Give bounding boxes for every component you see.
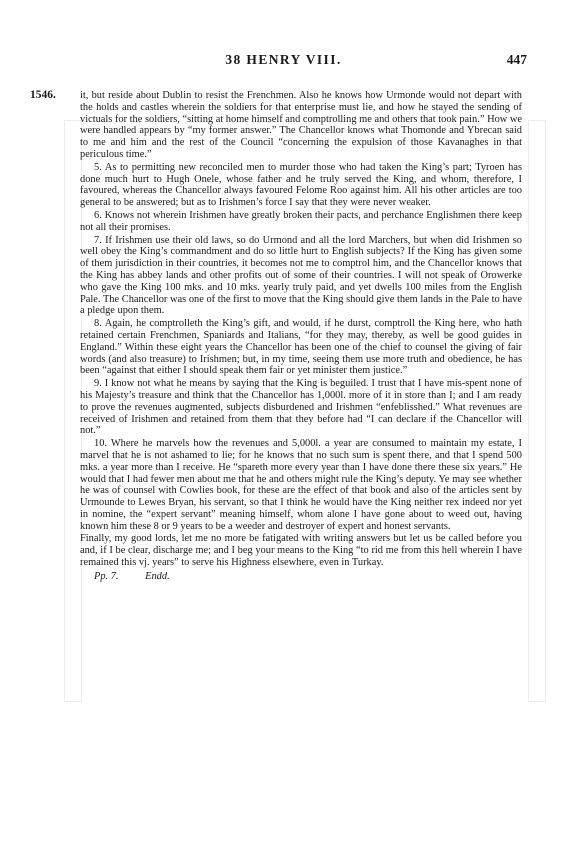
margin-year: 1546. — [30, 89, 56, 101]
paragraph: 8. Again, he comptrolleth the King’s gift, and would, if he durst, comptroll the King here, who hath retained certain Frenchmen, Spaniards and Italians, “for they may, thereby, as well be good guides in England.” Within these eight years the Chancellor has been one of the chief to counsel the giving of fair words (and also treasure) to Irishmen; but, in my time, seeing them use more truth and obedience, he has been “against that either I should speak them fair or yet minister them justice.” — [80, 318, 522, 377]
document-body — [80, 90, 522, 583]
paragraph: 10. Where he marvels how the revenues and 5,000l. a year are consumed to maintain my estate, I marvel that he is not ashamed to lie; for he knows that no such sum is spent there, and that I spend 500 mks. a year more than I receive. He “spareth more every year than I have done there these six years.” He would that I had fewer men about me that he and others might rule the King’s deputy. Ye may see whether he was of counsel with Cowlies book, for these are the effect of that book and also of the articles sent by Urmounde to Lewes Bryan, his servant, so that I think he would have the King neither rex indeed nor yet in nomine, the “expert servant” meaning himself, whom alone I have gone about to weed out, having known him these 8 or 9 years to be a weeder and destroyer of expert and honest servants. — [80, 438, 522, 532]
paragraph: it, but reside about Dublin to resist the Frenchmen. Also he knows how Urmonde would not depart with the holds and castles wherein the soldiers for that enterprise must lie, and how he stayed the sending of victuals for the soldiers, “sitting at home himself and comptrolling me and others that took pain.” How we were handled appears by “my former answer.” The Chancellor knows what Thomonde and Ybrecan said to me and him and the rest of the Council “concerning the expulsion of those Kavanaghes in that periculous time.” — [80, 90, 522, 160]
paragraph: Finally, my good lords, let me no more be fatigated with writing answers but let us be called before you and, if I be clear, discharge me; and I beg your means to the King “to rid me from this hell wherein I have remained this vj. years” to serve his Highness elsewhere, even in Turkay. — [80, 533, 522, 569]
paragraph: 7. If Irishmen use their old laws, so do Urmond and all the lord Marchers, but when did Irishmen so well obey the King’s commandment and do so little hurt to English subjects? If the King has given some of them jurisdiction in their countries, it becomes not me to comptrol him, and the Chancellor knows that the King has abbey lands and other profits out of some of their countries. I will not speak of Orowerke who gave the King 100 mks. and 10 mks. yearly truly paid, and yet dwells 100 miles from the English Pale. The Chancellor was one of the first to move that the King should give them lands in the Pale to have a pledge upon them. — [80, 234, 522, 317]
paragraph: 5. As to permitting new reconciled men to murder those who had taken the King’s part; Tyroen has done much hurt to Hugh Onele, whose father and he truly served the King, and whom, therefore, I favoured, whereas the Chancellor always favoured Felome Roo against him. All his other articles are too general to be answered; but as to Irishmen’s force I say that they were never weaker. — [80, 161, 522, 209]
endorsement-pages: Pp. 7. — [94, 570, 119, 582]
running-head: 38 HENRY VIII. — [225, 52, 342, 67]
endorsement-note: Endd. — [145, 570, 170, 582]
page-header — [0, 52, 567, 72]
paragraph: 9. I know not what he means by saying that the King is beguiled. I trust that I have mis-spent none of his Majesty’s treasure and think that the Chancellor has 1,000l. more of it in store than I; and I am ready to prove the revenues augmented, subjects disburdened and Irishmen “enfeblisshed.” What revenues are received of Irishmen and retained from them that they before had “I can declare if the Chancellor will not.” — [80, 378, 522, 437]
endorsement — [80, 571, 522, 583]
watermark-strip-right — [528, 120, 546, 702]
paragraph: 6. Knows not wherein Irishmen have greatly broken their pacts, and perchance Englishmen there keep not all their promises. — [80, 209, 522, 233]
page-number: 447 — [506, 52, 527, 67]
